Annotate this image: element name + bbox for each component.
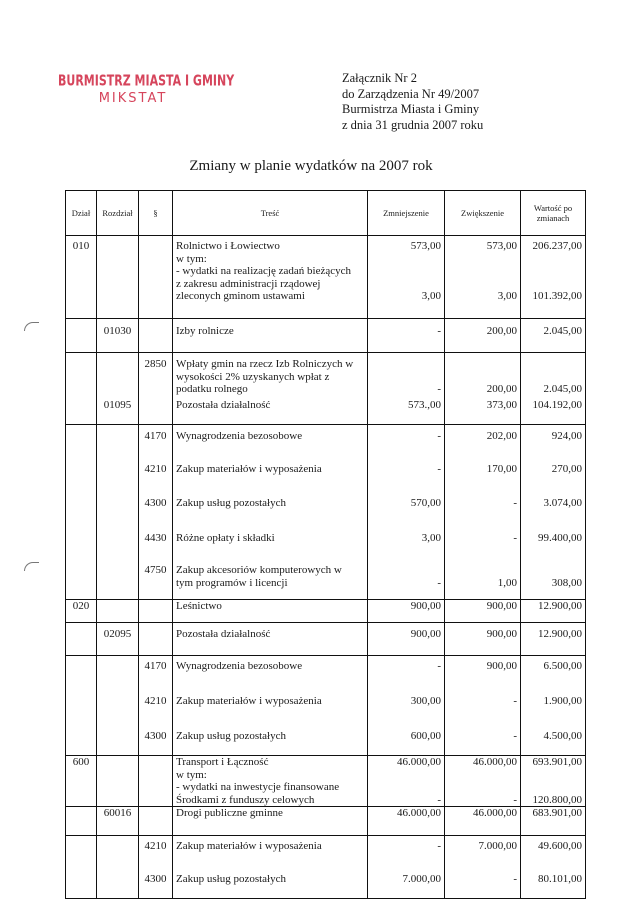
column-header: Rozdział <box>97 191 139 236</box>
value-after-cell: 206.237,00 101.392,00 <box>521 236 586 319</box>
paragraph-cell: 4430 <box>139 523 173 558</box>
header-line: Burmistrza Miasta i Gminy <box>342 102 480 117</box>
dzial-cell <box>66 523 97 558</box>
value-after-cell: 693.901,00 120.800,00 <box>521 756 586 807</box>
paragraph-cell: 4170 <box>139 656 173 687</box>
value-after-cell: 270,00 <box>521 456 586 489</box>
paragraph-cell: 4210 <box>139 456 173 489</box>
increase-cell: 200,00 <box>445 353 521 400</box>
increase-cell: 46.000,00 <box>445 807 521 836</box>
value-after-cell: 1.900,00 <box>521 686 586 721</box>
increase-cell: 373,00 <box>445 399 521 425</box>
table-row <box>66 656 586 687</box>
increase-cell: 46.000,00 - <box>445 756 521 807</box>
increase-cell: - <box>445 721 521 756</box>
increase-cell: 7.000,00 <box>445 836 521 867</box>
column-header: § <box>139 191 173 236</box>
description-cell: Transport i Łączność w tym: - wydatki na inwestycje finansowane Środkami z funduszy celowych <box>173 756 368 807</box>
rozdzial-cell: 02095 <box>97 623 139 656</box>
description-cell: Drogi publiczne gminne <box>173 807 368 836</box>
dzial-cell <box>66 836 97 867</box>
description-cell: Zakup akcesoriów komputerowych w tym programów i licencji <box>173 558 368 600</box>
increase-cell: - <box>445 686 521 721</box>
paragraph-cell: 4750 <box>139 558 173 600</box>
rozdzial-cell <box>97 836 139 867</box>
dzial-cell <box>66 399 97 425</box>
description-cell: Zakup materiałów i wyposażenia <box>173 836 368 867</box>
value-after-cell: 80.101,00 <box>521 866 586 899</box>
dzial-cell <box>66 656 97 687</box>
decrease-cell: - <box>368 558 445 600</box>
paragraph-cell <box>139 807 173 836</box>
rozdzial-cell: 60016 <box>97 807 139 836</box>
increase-cell: 1,00 <box>445 558 521 600</box>
table-row <box>66 686 586 721</box>
document-title: Zmiany w planie wydatków na 2007 rok <box>189 158 433 174</box>
description-cell: Pozostała działalność <box>173 623 368 656</box>
description-cell: Wpłaty gmin na rzecz Izb Rolniczych w wysokości 2% uzyskanych wpłat z podatku rolnego <box>173 353 368 400</box>
rozdzial-cell <box>97 558 139 600</box>
rozdzial-cell <box>97 756 139 807</box>
decrease-cell: 573,00 3,00 <box>368 236 445 319</box>
paragraph-cell: 4300 <box>139 489 173 523</box>
rozdzial-cell <box>97 236 139 319</box>
description-cell: Różne opłaty i składki <box>173 523 368 558</box>
table-row <box>66 236 586 319</box>
paragraph-cell <box>139 236 173 319</box>
dzial-cell <box>66 807 97 836</box>
punch-hole-mark <box>24 562 39 571</box>
table-row <box>66 836 586 867</box>
paragraph-cell <box>139 623 173 656</box>
description-cell: Wynagrodzenia bezosobowe <box>173 425 368 457</box>
increase-cell: - <box>445 489 521 523</box>
table-row <box>66 425 586 457</box>
paragraph-cell <box>139 600 173 623</box>
rozdzial-cell <box>97 686 139 721</box>
description-cell: Zakup usług pozostałych <box>173 489 368 523</box>
description-cell: Izby rolnicze <box>173 319 368 353</box>
decrease-cell: 7.000,00 <box>368 866 445 899</box>
attachment-header <box>342 71 483 133</box>
increase-cell: 573,00 3,00 <box>445 236 521 319</box>
dzial-cell <box>66 558 97 600</box>
rozdzial-cell <box>97 523 139 558</box>
table-header-row <box>66 191 586 236</box>
paragraph-cell: 4300 <box>139 866 173 899</box>
stamp-line-1: BURMISTRZ MIASTA I GMINY <box>58 72 235 90</box>
decrease-cell: 46.000,00 <box>368 807 445 836</box>
decrease-cell: 46.000,00 - <box>368 756 445 807</box>
dzial-cell <box>66 866 97 899</box>
value-after-cell: 99.400,00 <box>521 523 586 558</box>
decrease-cell: 300,00 <box>368 686 445 721</box>
value-after-cell: 12.900,00 <box>521 600 586 623</box>
column-header: Dział <box>66 191 97 236</box>
table-row <box>66 399 586 425</box>
dzial-cell <box>66 319 97 353</box>
table-row <box>66 489 586 523</box>
rozdzial-cell <box>97 866 139 899</box>
value-after-cell: 924,00 <box>521 425 586 457</box>
stamp-line-2: MIKSTAT <box>98 91 168 106</box>
table-row <box>66 456 586 489</box>
paragraph-cell <box>139 399 173 425</box>
table-row <box>66 866 586 899</box>
table-row <box>66 807 586 836</box>
column-header: Wartość po zmianach <box>521 191 586 236</box>
value-after-cell: 308,00 <box>521 558 586 600</box>
column-header: Zwiększenie <box>445 191 521 236</box>
header-line: z dnia 31 grudnia 2007 roku <box>342 117 484 132</box>
rozdzial-cell <box>97 353 139 400</box>
decrease-cell: - <box>368 353 445 400</box>
increase-cell: 900,00 <box>445 600 521 623</box>
dzial-cell: 020 <box>66 600 97 623</box>
increase-cell: 900,00 <box>445 656 521 687</box>
dzial-cell <box>66 425 97 457</box>
rozdzial-cell <box>97 456 139 489</box>
table-row <box>66 721 586 756</box>
value-after-cell: 2.045,00 <box>521 353 586 400</box>
value-after-cell: 683.901,00 <box>521 807 586 836</box>
paragraph-cell: 4300 <box>139 721 173 756</box>
increase-cell: - <box>445 523 521 558</box>
value-after-cell: 3.074,00 <box>521 489 586 523</box>
increase-cell: 170,00 <box>445 456 521 489</box>
rozdzial-cell <box>97 425 139 457</box>
description-cell: Wynagrodzenia bezosobowe <box>173 656 368 687</box>
paragraph-cell: 4210 <box>139 836 173 867</box>
decrease-cell: - <box>368 836 445 867</box>
description-cell: Zakup usług pozostałych <box>173 721 368 756</box>
expense-changes-table <box>65 190 586 899</box>
increase-cell: 900,00 <box>445 623 521 656</box>
dzial-cell <box>66 489 97 523</box>
dzial-cell: 010 <box>66 236 97 319</box>
table-row <box>66 756 586 807</box>
paragraph-cell <box>139 319 173 353</box>
decrease-cell: 900,00 <box>368 623 445 656</box>
rozdzial-cell <box>97 489 139 523</box>
value-after-cell: 12.900,00 <box>521 623 586 656</box>
dzial-cell <box>66 353 97 400</box>
description-cell: Pozostała działalność <box>173 399 368 425</box>
decrease-cell: - <box>368 456 445 489</box>
description-cell: Leśnictwo <box>173 600 368 623</box>
description-cell: Zakup materiałów i wyposażenia <box>173 456 368 489</box>
decrease-cell: - <box>368 425 445 457</box>
description-cell: Rolnictwo i Łowiectwo w tym: - wydatki na realizację zadań bieżących z zakresu administracji rządowej zleconych gminom ustawami <box>173 236 368 319</box>
rozdzial-cell: 01030 <box>97 319 139 353</box>
decrease-cell: 570,00 <box>368 489 445 523</box>
table-row <box>66 353 586 400</box>
header-line: Załącznik Nr 2 <box>342 71 417 85</box>
increase-cell: - <box>445 866 521 899</box>
table-row <box>66 558 586 600</box>
rozdzial-cell: 01095 <box>97 399 139 425</box>
value-after-cell: 49.600,00 <box>521 836 586 867</box>
value-after-cell: 4.500,00 <box>521 721 586 756</box>
table-row <box>66 523 586 558</box>
dzial-cell: 600 <box>66 756 97 807</box>
decrease-cell: 3,00 <box>368 523 445 558</box>
table-row <box>66 623 586 656</box>
decrease-cell: 573.,00 <box>368 399 445 425</box>
description-cell: Zakup usług pozostałych <box>173 866 368 899</box>
punch-hole-mark <box>24 322 39 331</box>
decrease-cell: - <box>368 656 445 687</box>
column-header: Zmniejszenie <box>368 191 445 236</box>
decrease-cell: 900,00 <box>368 600 445 623</box>
description-cell: Zakup materiałów i wyposażenia <box>173 686 368 721</box>
decrease-cell: 600,00 <box>368 721 445 756</box>
dzial-cell <box>66 721 97 756</box>
decrease-cell: - <box>368 319 445 353</box>
official-stamp <box>58 72 235 106</box>
header-line: do Zarządzenia Nr 49/2007 <box>342 86 480 101</box>
paragraph-cell: 2850 <box>139 353 173 400</box>
value-after-cell: 2.045,00 <box>521 319 586 353</box>
paragraph-cell: 4210 <box>139 686 173 721</box>
increase-cell: 200,00 <box>445 319 521 353</box>
paragraph-cell: 4170 <box>139 425 173 457</box>
rozdzial-cell <box>97 600 139 623</box>
dzial-cell <box>66 623 97 656</box>
rozdzial-cell <box>97 656 139 687</box>
rozdzial-cell <box>97 721 139 756</box>
paragraph-cell <box>139 756 173 807</box>
value-after-cell: 6.500,00 <box>521 656 586 687</box>
dzial-cell <box>66 686 97 721</box>
column-header: Treść <box>173 191 368 236</box>
value-after-cell: 104.192,00 <box>521 399 586 425</box>
increase-cell: 202,00 <box>445 425 521 457</box>
dzial-cell <box>66 456 97 489</box>
table-row <box>66 600 586 623</box>
table-row <box>66 319 586 353</box>
